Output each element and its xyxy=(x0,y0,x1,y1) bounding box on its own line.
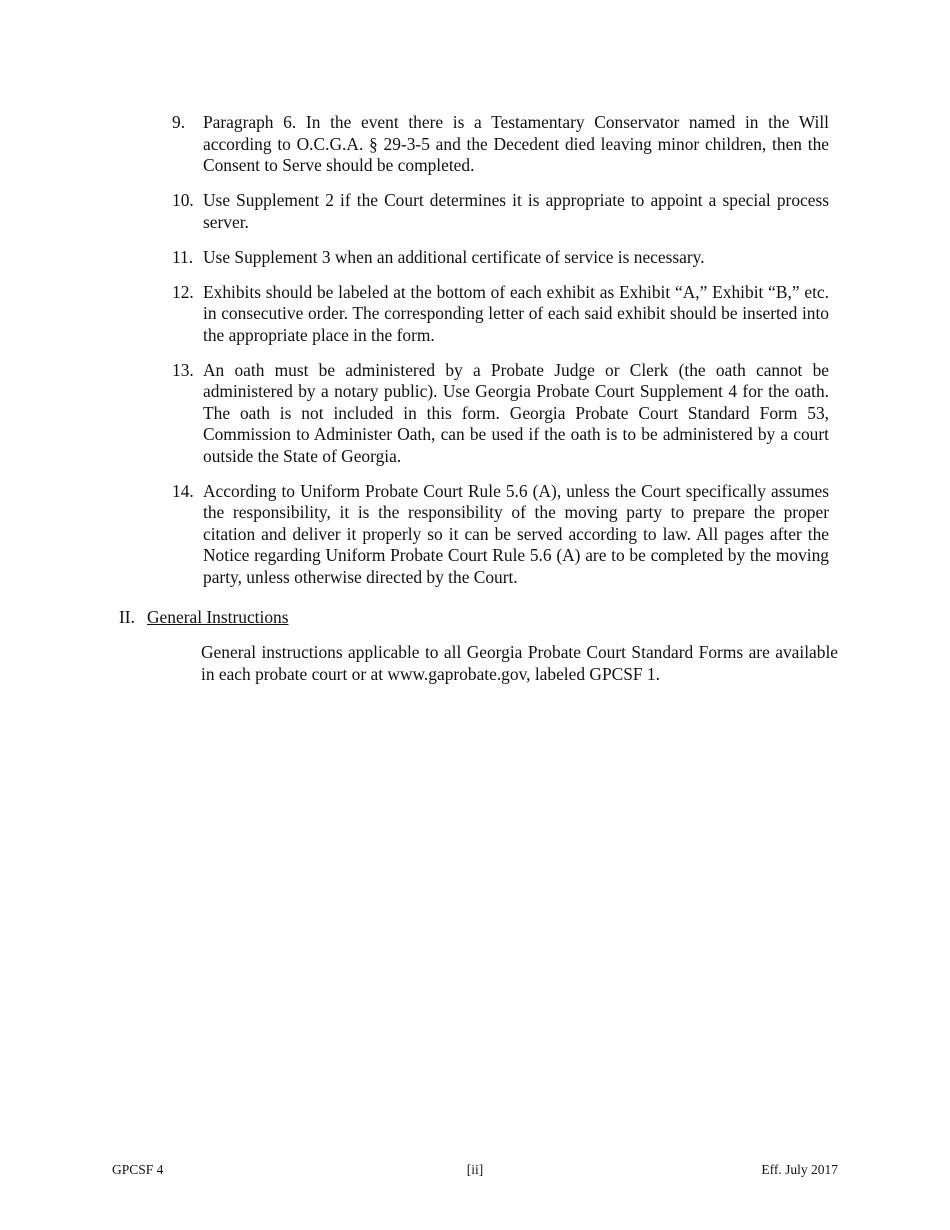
list-item xyxy=(172,247,829,269)
item-text: Paragraph 6. In the event there is a Testamentary Conservator named in the Will according to O.C.G.A. § 29-3-5 and the Decedent died leaving minor children, then the Consent to Serve should be completed. xyxy=(203,112,829,175)
item-text: An oath must be administered by a Probate Judge or Clerk (the oath cannot be administered by a notary public). Use Georgia Probate Court Supplement 4 for the oath. The oath is not included in this form. Georgia Probate Court Standard Form 53, Commission to Administer Oath, can be used if the oath is to be administered by a court outside the State of Georgia. xyxy=(203,359,829,466)
list-item xyxy=(172,190,829,233)
section-heading xyxy=(119,607,289,629)
section-body: General instructions applicable to all Georgia Probate Court Standard Forms are available in each probate court or at www.gaprobate.gov, labeled GPCSF 1. xyxy=(201,642,838,684)
item-number: 14. xyxy=(172,480,194,501)
item-number: 12. xyxy=(172,281,194,302)
item-number: 11. xyxy=(172,246,194,267)
list-item xyxy=(172,481,829,589)
list-item xyxy=(172,360,829,468)
item-number: 13. xyxy=(172,359,194,380)
item-text: Use Supplement 2 if the Court determines it is appropriate to appoint a special process server. xyxy=(203,190,829,232)
item-text: Exhibits should be labeled at the bottom of each exhibit as Exhibit “A,” Exhibit “B,” etc. in consecutive order. The corresponding letter of each said exhibit should be inserted into the appropriate place in the form. xyxy=(203,281,829,345)
footer-page-number: [ii] xyxy=(466,1162,484,1177)
footer-effective-date: Eff. July 2017 xyxy=(761,1162,838,1177)
list-item xyxy=(172,282,829,347)
item-number: 10. xyxy=(172,190,194,210)
footer-form-id: GPCSF 4 xyxy=(112,1162,164,1177)
section-numeral: II. xyxy=(119,607,135,627)
item-number: 9. xyxy=(172,112,186,132)
instruction-list xyxy=(172,112,829,602)
item-text: According to Uniform Probate Court Rule 5.6 (A), unless the Court specifically assumes the responsibility, it is the responsibility of the moving party to prepare the proper citation and deliver it properly so it can be served according to law. All pages after the Notice regarding Uniform Probate Court Rule 5.6 (A) are to be completed by the moving party, unless otherwise directed by the Court. xyxy=(203,480,829,587)
list-item xyxy=(172,112,829,177)
item-text: Use Supplement 3 when an additional certificate of service is necessary. xyxy=(203,246,705,267)
section-title: General Instructions xyxy=(147,607,289,627)
